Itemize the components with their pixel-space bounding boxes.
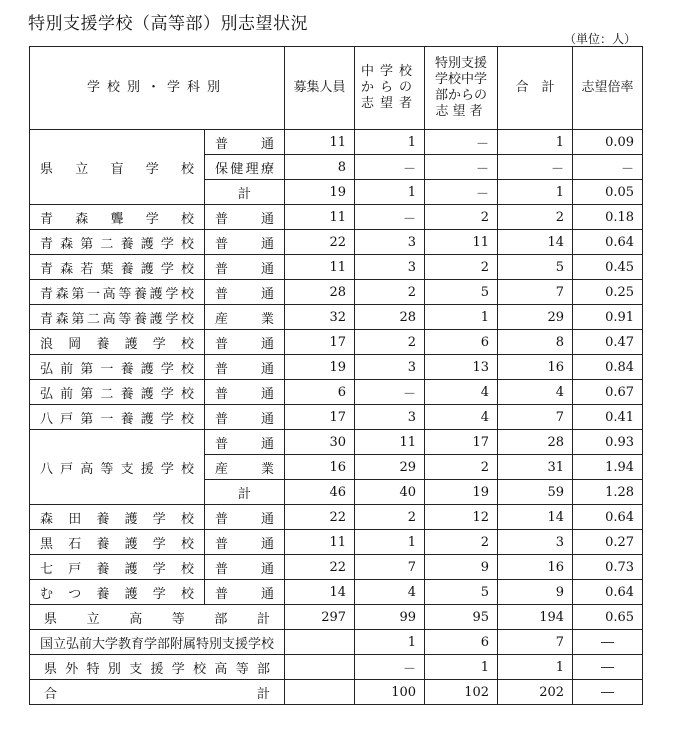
cell-recruit: 11 xyxy=(285,255,355,280)
header-from-jhs xyxy=(355,47,425,130)
cell-total: 31 xyxy=(498,455,573,480)
cell-special: － xyxy=(425,180,498,205)
cell-special: 9 xyxy=(425,555,498,580)
table-row xyxy=(30,530,643,555)
page-title: 特別支援学校（高等部）別志望状況 xyxy=(28,14,308,34)
header-from-special-line: 志望者 xyxy=(435,104,487,119)
school-name: 青森第一高等養護学校 xyxy=(30,280,205,305)
school-name: 弘前第二養護学校 xyxy=(30,380,205,405)
cell-total: 16 xyxy=(498,555,573,580)
summary-cell-recruit xyxy=(285,630,355,655)
cell-ratio: 0.91 xyxy=(573,305,643,330)
cell-recruit: 17 xyxy=(285,330,355,355)
cell-ratio: 1.28 xyxy=(573,480,643,505)
cell-ratio: 0.47 xyxy=(573,330,643,355)
department-name: 普通 xyxy=(205,205,285,230)
cell-total: 16 xyxy=(498,355,573,380)
cell-recruit: 19 xyxy=(285,180,355,205)
summary-cell-total: 202 xyxy=(498,680,573,705)
cell-recruit: 22 xyxy=(285,555,355,580)
school-name: 弘前第一養護学校 xyxy=(30,355,205,380)
school-name: 県立盲学校 xyxy=(30,130,205,205)
cell-total: 28 xyxy=(498,430,573,455)
school-name: むつ養護学校 xyxy=(30,580,205,605)
department-name: 普通 xyxy=(205,580,285,605)
table-row xyxy=(30,255,643,280)
cell-jhs: 28 xyxy=(355,305,425,330)
unit-note: （単位：人） xyxy=(563,32,636,46)
cell-special: 4 xyxy=(425,380,498,405)
cell-jhs: 2 xyxy=(355,280,425,305)
summary-label: 県外特別支援学校高等部 xyxy=(30,655,285,680)
summary-label: 合 計 xyxy=(30,680,285,705)
cell-special: － xyxy=(425,130,498,155)
cell-total: 14 xyxy=(498,505,573,530)
table-row xyxy=(30,380,643,405)
summary-cell-jhs: 1 xyxy=(355,630,425,655)
header-school-dept: 学校別・学科別 xyxy=(30,47,285,130)
cell-total: 7 xyxy=(498,280,573,305)
cell-recruit: 8 xyxy=(285,155,355,180)
table-body xyxy=(30,130,643,705)
header-from-special-line: 部からの xyxy=(435,88,488,103)
table-row xyxy=(30,305,643,330)
school-name: 浪岡養護学校 xyxy=(30,330,205,355)
department-name: 産業 xyxy=(205,455,285,480)
cell-recruit: 30 xyxy=(285,430,355,455)
cell-ratio: 0.93 xyxy=(573,430,643,455)
department-name: 普通 xyxy=(205,130,285,155)
summary-label: 国立弘前大学教育学部附属特別支援学校 xyxy=(30,630,285,655)
cell-recruit: 22 xyxy=(285,230,355,255)
table-row xyxy=(30,130,643,155)
department-name: 普通 xyxy=(205,430,285,455)
cell-total: － xyxy=(498,155,573,180)
cell-ratio: 0.25 xyxy=(573,280,643,305)
cell-special: 5 xyxy=(425,580,498,605)
cell-jhs: 1 xyxy=(355,530,425,555)
summary-cell-special: 6 xyxy=(425,630,498,655)
summary-cell-recruit: 297 xyxy=(285,605,355,630)
department-name: 普通 xyxy=(205,230,285,255)
department-name: 計 xyxy=(205,180,285,205)
summary-cell-ratio: ― xyxy=(573,630,643,655)
header-from-jhs-line: からの xyxy=(361,80,419,95)
cell-recruit: 19 xyxy=(285,355,355,380)
summary-row xyxy=(30,655,643,680)
cell-ratio: 0.45 xyxy=(573,255,643,280)
table-row xyxy=(30,430,643,455)
cell-special: 2 xyxy=(425,205,498,230)
cell-special: 4 xyxy=(425,405,498,430)
cell-total: 3 xyxy=(498,530,573,555)
cell-recruit: 16 xyxy=(285,455,355,480)
cell-total: 59 xyxy=(498,480,573,505)
cell-ratio: 0.73 xyxy=(573,555,643,580)
cell-total: 9 xyxy=(498,580,573,605)
cell-special: 13 xyxy=(425,355,498,380)
table-row xyxy=(30,205,643,230)
table-row xyxy=(30,405,643,430)
cell-ratio: 0.84 xyxy=(573,355,643,380)
cell-total: 5 xyxy=(498,255,573,280)
cell-special: 2 xyxy=(425,255,498,280)
cell-special: 12 xyxy=(425,505,498,530)
summary-row xyxy=(30,630,643,655)
cell-total: 8 xyxy=(498,330,573,355)
header-total: 合 計 xyxy=(498,47,573,130)
summary-cell-recruit xyxy=(285,680,355,705)
summary-cell-ratio: 0.65 xyxy=(573,605,643,630)
summary-cell-special: 102 xyxy=(425,680,498,705)
cell-total: 1 xyxy=(498,130,573,155)
application-status-table xyxy=(29,46,643,705)
cell-jhs: － xyxy=(355,205,425,230)
cell-ratio: 1.94 xyxy=(573,455,643,480)
department-name: 産業 xyxy=(205,305,285,330)
department-name: 保健理療 xyxy=(205,155,285,180)
cell-ratio: 0.18 xyxy=(573,205,643,230)
cell-jhs: 11 xyxy=(355,430,425,455)
cell-recruit: 6 xyxy=(285,380,355,405)
cell-ratio: － xyxy=(573,155,643,180)
summary-cell-ratio: ― xyxy=(573,680,643,705)
department-name: 普通 xyxy=(205,280,285,305)
table-row xyxy=(30,230,643,255)
cell-jhs: 1 xyxy=(355,130,425,155)
summary-row xyxy=(30,605,643,630)
cell-recruit: 14 xyxy=(285,580,355,605)
department-name: 普通 xyxy=(205,530,285,555)
department-name: 普通 xyxy=(205,380,285,405)
cell-ratio: 0.67 xyxy=(573,380,643,405)
table-row xyxy=(30,580,643,605)
cell-total: 1 xyxy=(498,180,573,205)
cell-recruit: 46 xyxy=(285,480,355,505)
cell-special: 5 xyxy=(425,280,498,305)
header-from-special xyxy=(425,47,498,130)
summary-row xyxy=(30,680,643,705)
summary-cell-ratio: ― xyxy=(573,655,643,680)
cell-jhs: 2 xyxy=(355,505,425,530)
cell-total: 7 xyxy=(498,405,573,430)
cell-jhs: － xyxy=(355,380,425,405)
department-name: 普通 xyxy=(205,330,285,355)
header-from-special-line: 特別支援 xyxy=(435,56,488,71)
cell-jhs: 7 xyxy=(355,555,425,580)
cell-special: 17 xyxy=(425,430,498,455)
school-name: 青森第二養護学校 xyxy=(30,230,205,255)
cell-ratio: 0.64 xyxy=(573,505,643,530)
department-name: 普通 xyxy=(205,405,285,430)
header-from-jhs-line: 中学校 xyxy=(361,64,419,79)
table-row xyxy=(30,505,643,530)
cell-special: － xyxy=(425,155,498,180)
summary-cell-jhs: 100 xyxy=(355,680,425,705)
school-name: 青森聾学校 xyxy=(30,205,205,230)
cell-jhs: 3 xyxy=(355,355,425,380)
school-name: 青森若葉養護学校 xyxy=(30,255,205,280)
summary-cell-jhs: － xyxy=(355,655,425,680)
cell-jhs: 3 xyxy=(355,255,425,280)
table-row xyxy=(30,355,643,380)
cell-special: 6 xyxy=(425,330,498,355)
cell-special: 19 xyxy=(425,480,498,505)
cell-special: 2 xyxy=(425,530,498,555)
cell-jhs: － xyxy=(355,155,425,180)
summary-cell-recruit xyxy=(285,655,355,680)
school-name: 七戸養護学校 xyxy=(30,555,205,580)
header-ratio: 志望倍率 xyxy=(573,47,643,130)
school-name: 黒石養護学校 xyxy=(30,530,205,555)
table-row xyxy=(30,280,643,305)
cell-recruit: 11 xyxy=(285,530,355,555)
department-name: 普通 xyxy=(205,555,285,580)
summary-cell-total: 194 xyxy=(498,605,573,630)
summary-cell-special: 95 xyxy=(425,605,498,630)
cell-ratio: 0.27 xyxy=(573,530,643,555)
cell-recruit: 11 xyxy=(285,130,355,155)
cell-ratio: 0.64 xyxy=(573,230,643,255)
summary-label: 県立高等部計 xyxy=(30,605,285,630)
cell-total: 2 xyxy=(498,205,573,230)
cell-recruit: 22 xyxy=(285,505,355,530)
department-name: 普通 xyxy=(205,505,285,530)
cell-special: 11 xyxy=(425,230,498,255)
cell-ratio: 0.64 xyxy=(573,580,643,605)
department-name: 普通 xyxy=(205,355,285,380)
table-row xyxy=(30,330,643,355)
cell-ratio: 0.05 xyxy=(573,180,643,205)
cell-jhs: 4 xyxy=(355,580,425,605)
school-name: 八戸高等支援学校 xyxy=(30,430,205,505)
cell-recruit: 17 xyxy=(285,405,355,430)
table-header-row xyxy=(30,47,643,130)
cell-recruit: 32 xyxy=(285,305,355,330)
cell-jhs: 1 xyxy=(355,180,425,205)
cell-special: 2 xyxy=(425,455,498,480)
summary-cell-total: 7 xyxy=(498,630,573,655)
header-recruit: 募集人員 xyxy=(285,47,355,130)
cell-total: 14 xyxy=(498,230,573,255)
summary-cell-total: 1 xyxy=(498,655,573,680)
cell-jhs: 2 xyxy=(355,330,425,355)
cell-recruit: 11 xyxy=(285,205,355,230)
cell-ratio: 0.41 xyxy=(573,405,643,430)
header-from-jhs-line: 志望者 xyxy=(361,96,419,111)
cell-jhs: 3 xyxy=(355,405,425,430)
cell-total: 4 xyxy=(498,380,573,405)
cell-special: 1 xyxy=(425,305,498,330)
school-name: 八戸第一養護学校 xyxy=(30,405,205,430)
cell-recruit: 28 xyxy=(285,280,355,305)
header-from-special-line: 学校中学 xyxy=(435,72,488,87)
cell-jhs: 3 xyxy=(355,230,425,255)
cell-ratio: 0.09 xyxy=(573,130,643,155)
cell-jhs: 40 xyxy=(355,480,425,505)
table-row xyxy=(30,555,643,580)
school-name: 森田養護学校 xyxy=(30,505,205,530)
department-name: 普通 xyxy=(205,255,285,280)
department-name: 計 xyxy=(205,480,285,505)
school-name: 青森第二高等養護学校 xyxy=(30,305,205,330)
summary-cell-jhs: 99 xyxy=(355,605,425,630)
cell-total: 29 xyxy=(498,305,573,330)
summary-cell-special: 1 xyxy=(425,655,498,680)
cell-jhs: 29 xyxy=(355,455,425,480)
